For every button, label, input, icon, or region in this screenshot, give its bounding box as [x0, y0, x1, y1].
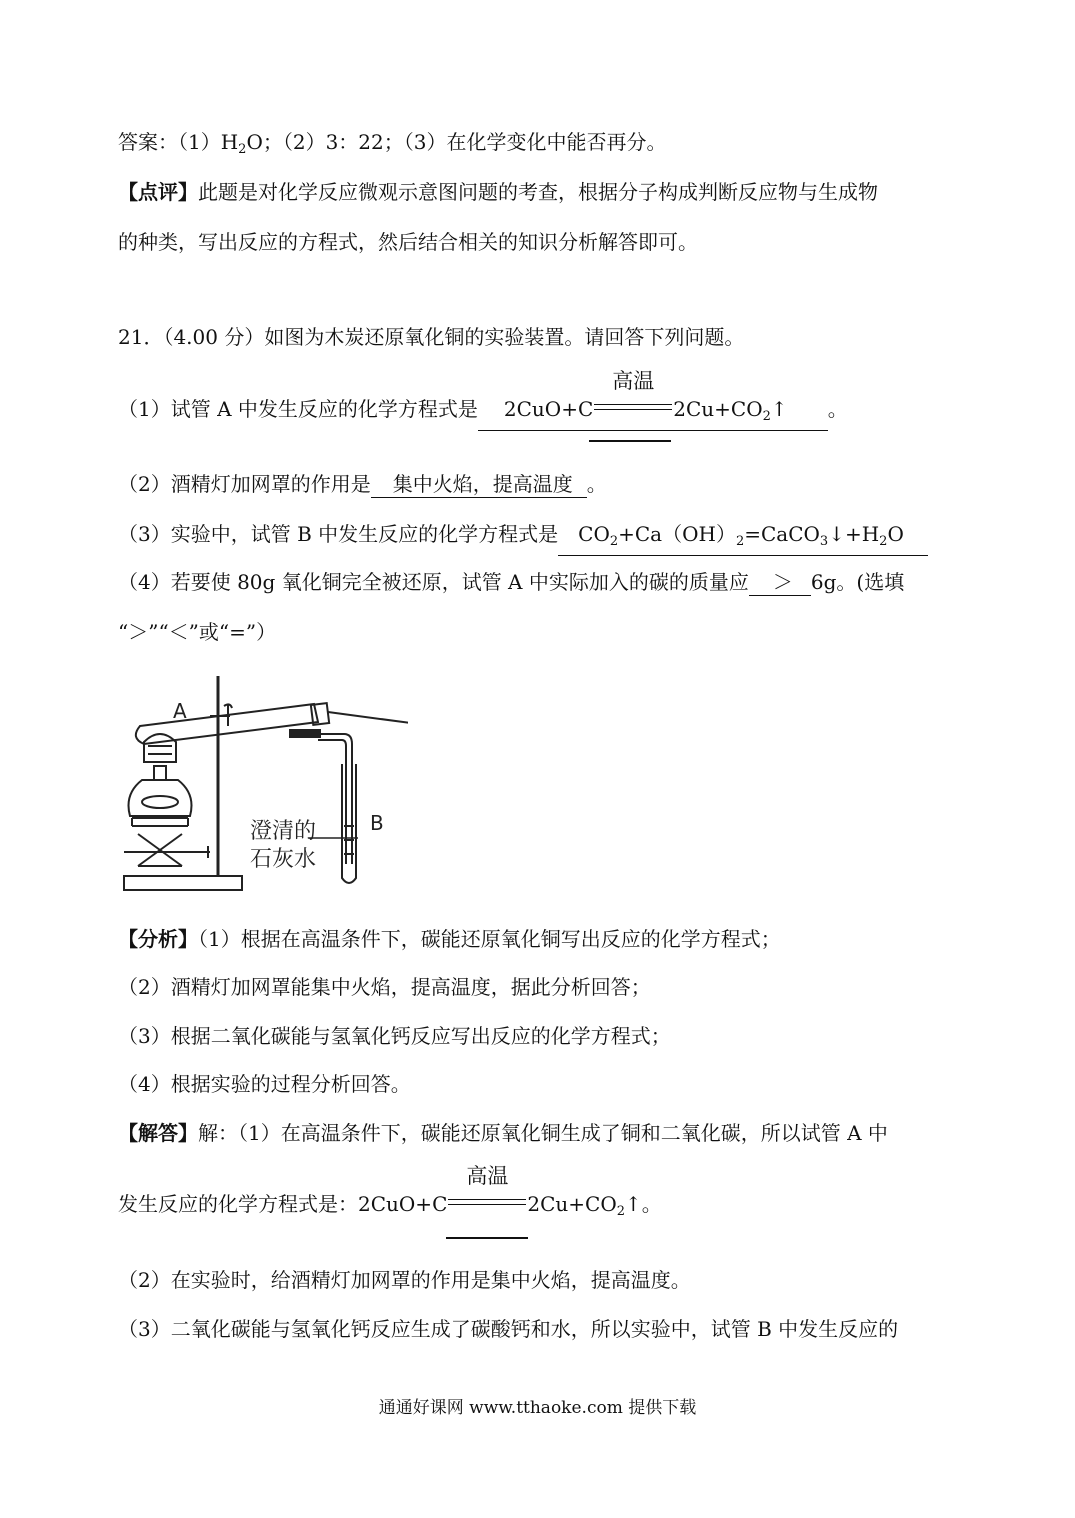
answer-blank-3: $CO_2+Ca(OH)_2=CaCO_3↓+H_2O$: [558, 521, 928, 556]
question-part-4: （4）若要使 80g 氧化铜完全被还原，试管 A 中实际加入的碳的质量应 ＞ 6g。(选填: [118, 570, 905, 594]
solution-equals-sign: [448, 1199, 526, 1205]
question-part-4-options: “＞”“＜”或“=”）: [118, 620, 277, 644]
solution-line-1: 【解答】解：（1）在高温条件下，碳能还原氧化铜生成了铜和二氧化碳，所以试管 A 中: [118, 1121, 888, 1145]
apparatus-figure: [118, 668, 408, 900]
solution-line-3: （2）在实验时，给酒精灯加网罩的作用是集中火焰，提高温度。: [118, 1268, 691, 1292]
delivery-tube: [328, 712, 408, 724]
page-footer: 通通好课网 www.tthaoke.com 提供下载: [378, 1398, 697, 1418]
liquid-label-1: 澄清的: [250, 819, 317, 844]
answer-line: 答案：$(1)H_2O$；（2）3：22；（3）在化学变化中能否再分。: [118, 130, 667, 157]
question-part-3: （3）实验中，试管 B 中发生反应的化学方程式是 $CO_2+Ca(OH)_2=CaCO_3↓+H_2O$: [118, 520, 928, 556]
mesh-hood: [144, 734, 176, 762]
blank-underline: [589, 440, 671, 442]
label-b: B: [370, 811, 384, 835]
solution-reaction-condition: 高温: [447, 1190, 527, 1218]
analysis-line-1: 【分析】（1）根据在高温条件下，碳能还原氧化铜写出反应的化学方程式；: [118, 927, 781, 951]
jack-scissors: [138, 834, 182, 866]
comment-line-2: 的种类，写出反应的方程式，然后结合相关的知识分析解答即可。: [118, 230, 698, 254]
jack-platform: [132, 818, 188, 826]
test-tube-b: [342, 764, 356, 883]
answer-blank-1: 2CuO+C 高温 $2Cu+CO_2↑$: [478, 396, 828, 431]
solution-line-2: 发生反应的化学方程式是：2CuO+C 高温 $2Cu+CO_2↑$。: [118, 1164, 662, 1219]
solution-line-4: （3）二氧化碳能与氢氧化钙反应生成了碳酸钙和水，所以实验中，试管 B 中发生反应的: [118, 1317, 899, 1341]
question-title: 21．（4.00 分）如图为木炭还原氧化铜的实验装置。请回答下列问题。: [118, 325, 745, 349]
answer-blank-4: ＞: [749, 569, 811, 596]
comment-line-1: 【点评】此题是对化学反应微观示意图问题的考查，根据分子构成判断反应物与生成物: [118, 180, 878, 204]
analysis-line-3: （3）根据二氧化碳能与氢氧化钙反应写出反应的化学方程式；: [118, 1024, 671, 1048]
solution-underline: [446, 1237, 528, 1239]
answer-blank-2: 集中火焰，提高温度: [371, 471, 587, 498]
analysis-line-4: （4）根据实验的过程分析回答。: [118, 1072, 411, 1096]
reaction-condition: 高温: [593, 396, 673, 422]
analysis-line-2: （2）酒精灯加网罩能集中火焰，提高温度，据此分析回答；: [118, 975, 651, 999]
label-a: A: [173, 699, 187, 723]
question-part-2: （2）酒精灯加网罩的作用是 集中火焰，提高温度 。: [118, 472, 607, 496]
equals-sign: [594, 404, 672, 410]
stand-base: [124, 876, 242, 890]
question-part-1: （1）试管 A 中发生反应的化学方程式是 2CuO+C 高温 $2Cu+CO_2↑$ 。: [118, 395, 848, 431]
alcohol-lamp: [129, 780, 192, 816]
liquid-label-2: 石灰水: [250, 847, 317, 872]
